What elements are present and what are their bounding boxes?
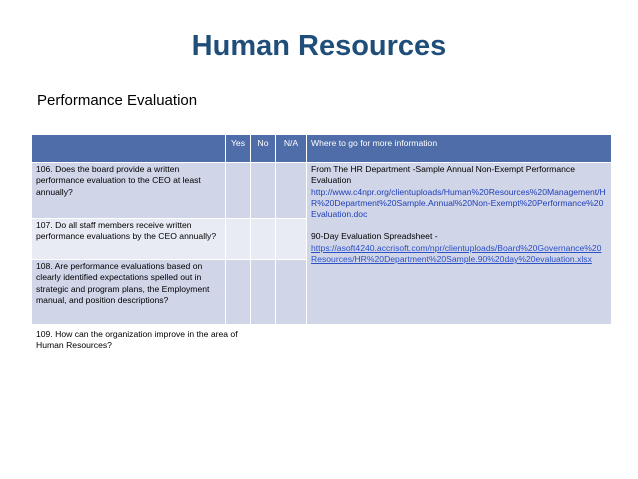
yes-cell[interactable] [226,163,251,219]
no-cell[interactable] [251,260,276,325]
question-cell: 106. Does the board provide a written performance evaluation to the CEO at least annually? [32,163,226,219]
question-cell: 109. How can the organization improve in the area of Human Resources? [32,325,251,371]
section-subtitle: Performance Evaluation [37,92,198,109]
table-row [32,163,612,219]
header-question [32,135,226,163]
question-cell: 107. Do all staff members receive written performance evaluations by the CEO annually? [32,219,226,260]
no-cell[interactable] [251,219,276,260]
source1-label: From The HR Department -Sample Annual Non-Exempt Performance Evaluation [311,164,575,186]
yes-cell[interactable] [226,219,251,260]
evaluation-table [31,135,612,371]
no-cell[interactable] [251,163,276,219]
header-no: No [251,135,276,163]
question-cell: 108. Are performance evaluations based on clearly identified expectations spelled out in strategic and program plans, the Employment manual, and position descriptions? [32,260,226,325]
na-cell[interactable] [276,163,307,219]
na-cell[interactable] [276,260,307,325]
header-na: N/A [276,135,307,163]
table-row [32,325,612,371]
page-title: Human Resources [191,30,447,62]
header-yes: Yes [226,135,251,163]
source1-link[interactable]: http://www.c4npr.org/clientuploads/Human%20Resources%20Management/HR%20Department%20Sample.Annual%20Non-Exempt%20Performance%20Evaluation.doc [311,186,606,220]
yes-cell[interactable] [226,260,251,325]
table-header-row [32,135,612,163]
source2-label: 90-Day Evaluation Spreadsheet - [311,231,438,242]
info-cell [307,163,612,325]
source2-link[interactable]: https://asoft4240.accrisoft.com/npr/clientuploads/Board%20Governance%20Resources/HR%20Department%20Sample.90%20day%20evaluation.xlsx [311,242,602,265]
header-where: Where to go for more information [307,135,612,163]
na-cell[interactable] [276,219,307,260]
